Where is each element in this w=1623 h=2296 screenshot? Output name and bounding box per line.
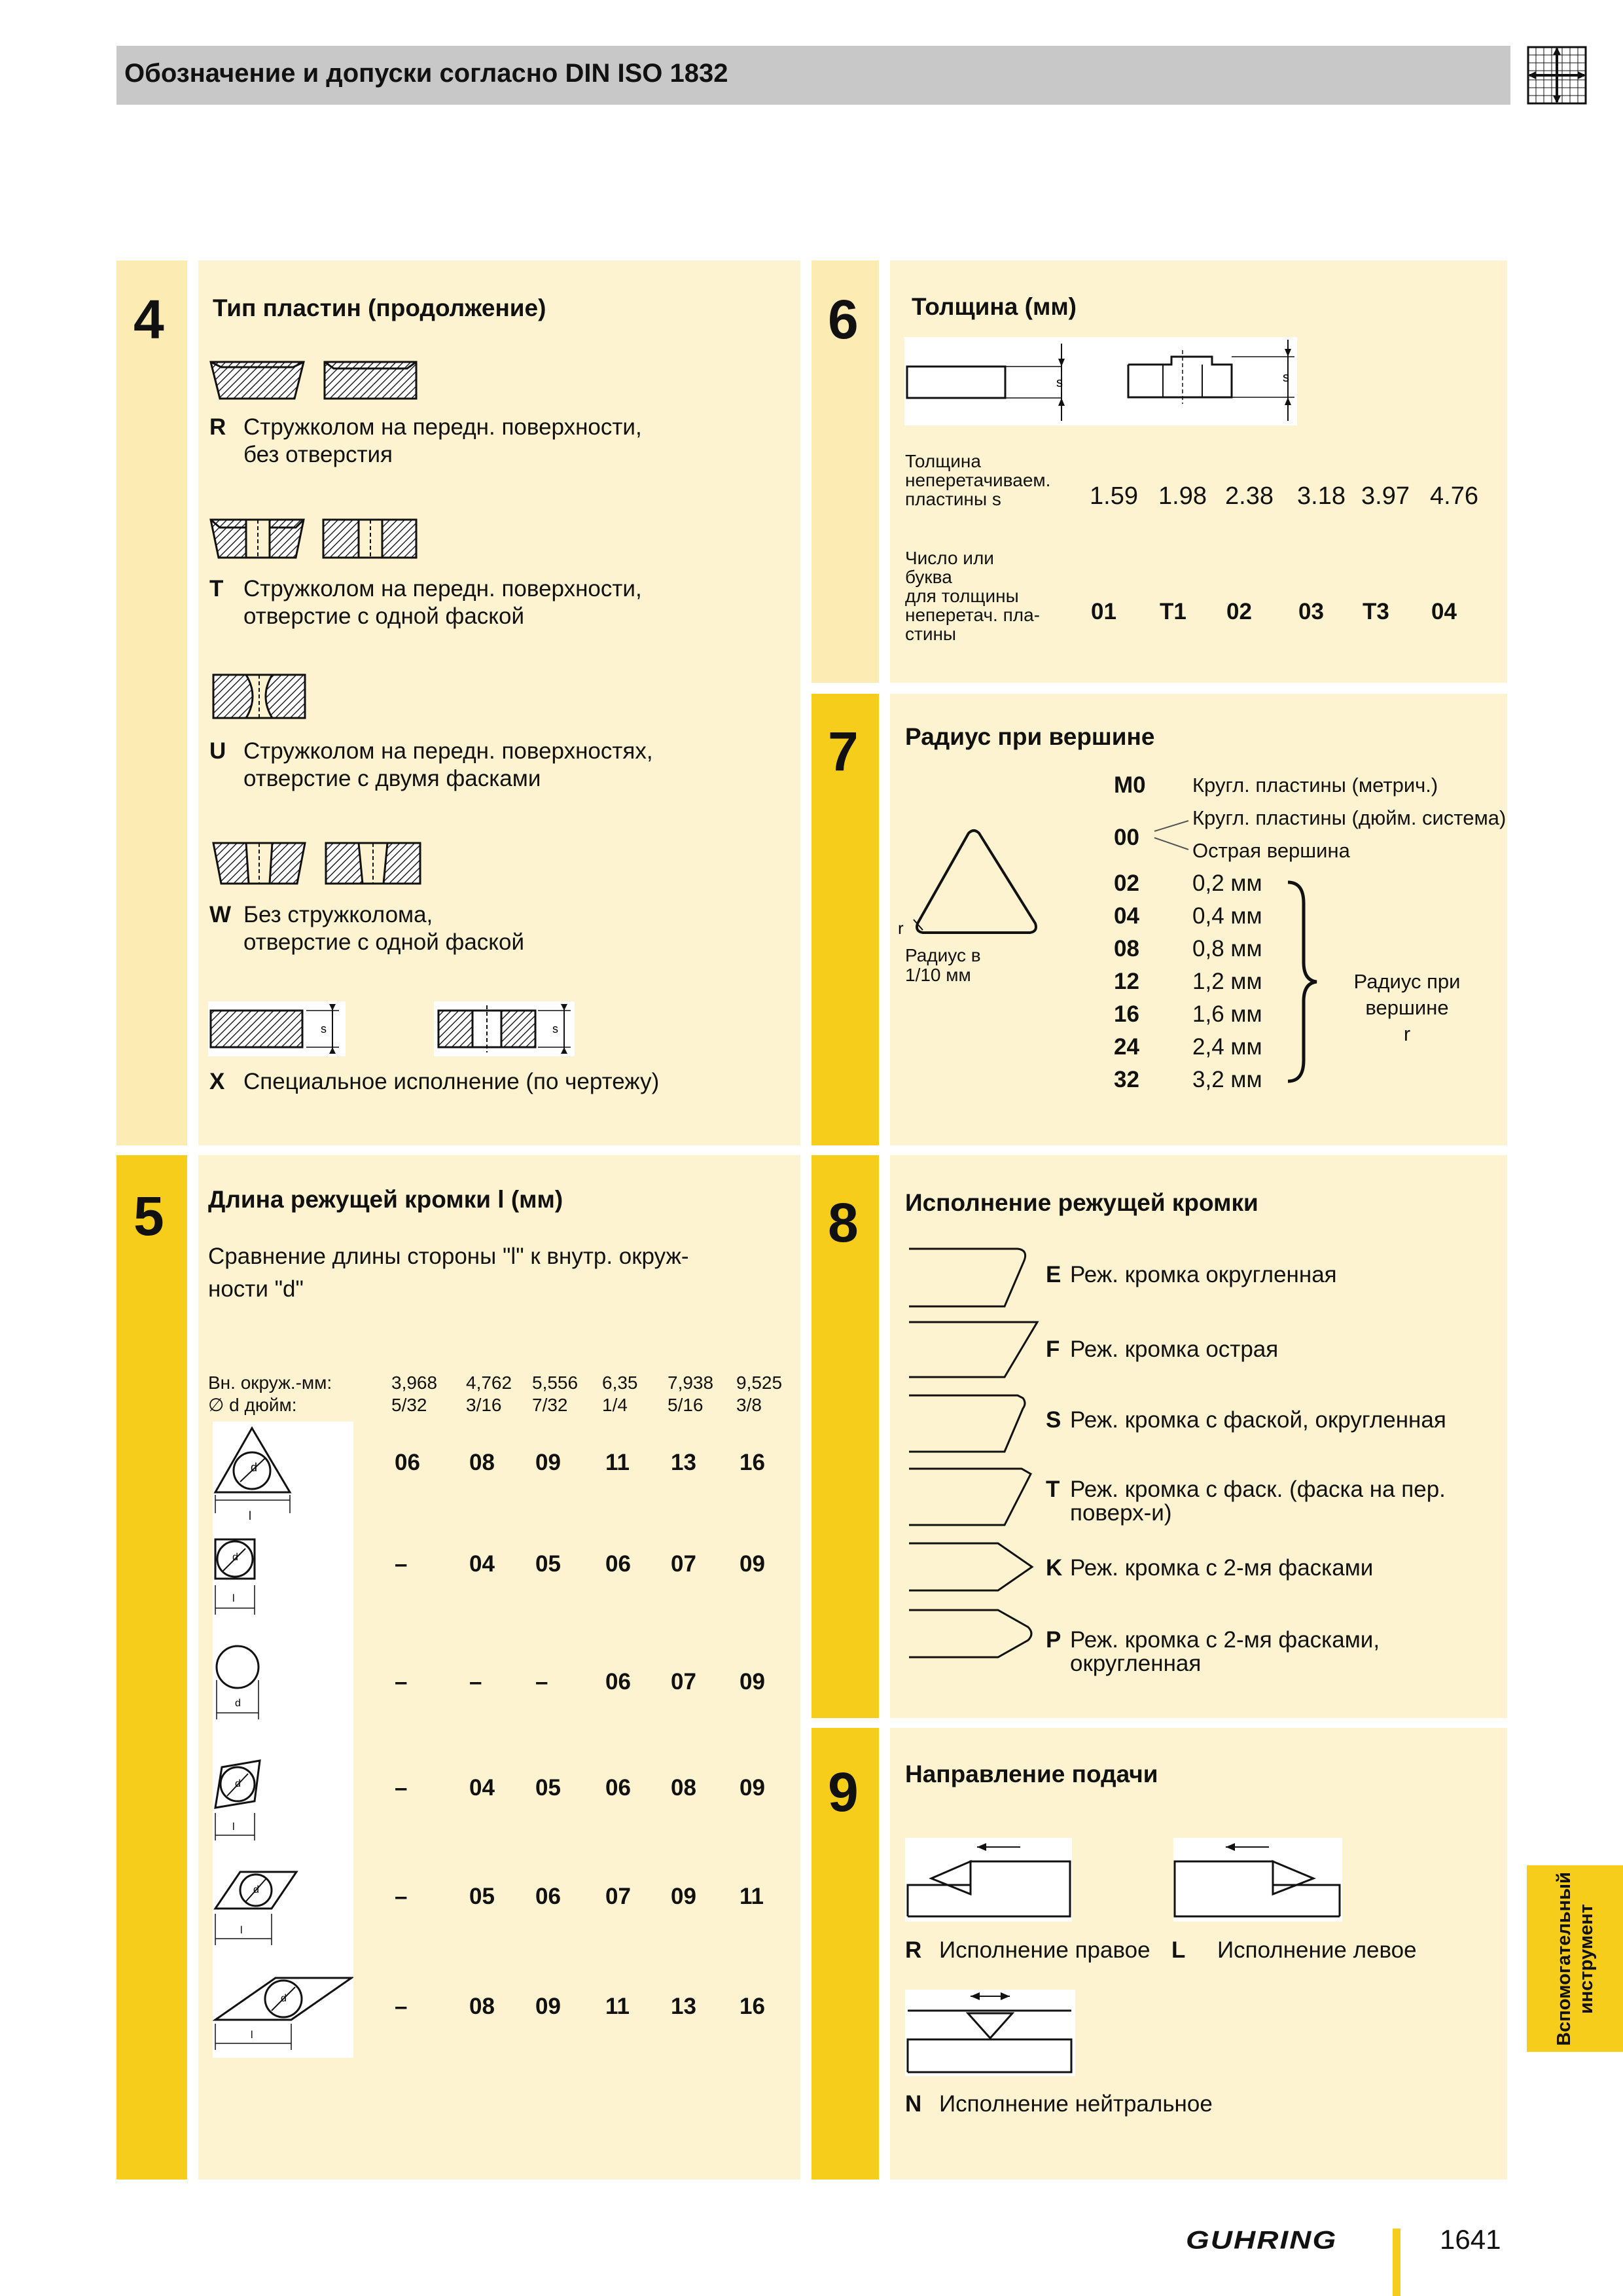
svg-text:d: d xyxy=(235,1778,241,1789)
radius-code-00: 00 xyxy=(1114,825,1139,850)
thickness-code-label-line: буква xyxy=(905,567,952,587)
size-mm-value: 9,525 xyxy=(736,1372,783,1393)
insert-type-code: W xyxy=(209,902,232,927)
insert-type-desc: Стружколом на передн. поверхностях, xyxy=(243,738,653,764)
section-5-description: Сравнение длины стороны "l" к внутр. окруж- xyxy=(208,1244,689,1269)
insert-type-code: T xyxy=(209,576,224,601)
insert-type-desc: Стружколом на передн. поверхности, xyxy=(243,576,642,601)
size-code-cell: 09 xyxy=(740,1775,765,1801)
size-code-cell: 04 xyxy=(469,1775,495,1801)
size-code-cell: 07 xyxy=(605,1884,631,1909)
size-inch-value: 5/16 xyxy=(668,1395,704,1415)
size-code-cell: 06 xyxy=(605,1669,631,1695)
feed-desc-l: Исполнение левое xyxy=(1217,1937,1417,1963)
thickness-label-line: неперетачиваем. xyxy=(905,470,1051,490)
svg-text:l: l xyxy=(232,1821,235,1833)
size-code-cell: – xyxy=(395,1551,408,1577)
feed-desc-n: Исполнение нейтральное xyxy=(939,2091,1213,2117)
cutting-edge-code: F xyxy=(1046,1336,1060,1362)
section-9-number: 9 xyxy=(828,1761,859,1823)
radius-value: 2,4 мм xyxy=(1192,1034,1262,1060)
cutting-edge-desc: Реж. кромка с фаск. (фаска на пер. xyxy=(1070,1477,1446,1502)
radius-code: 12 xyxy=(1114,969,1139,994)
square-insert-icon xyxy=(215,1539,255,1615)
svg-text:l: l xyxy=(251,2030,253,2041)
size-code-cell: 09 xyxy=(535,1994,561,2019)
radius-code: 24 xyxy=(1114,1034,1139,1060)
section-5-number-column xyxy=(116,1155,187,2179)
svg-text:d: d xyxy=(251,1461,258,1474)
svg-text:l: l xyxy=(232,1593,235,1604)
size-mm-value: 7,938 xyxy=(668,1372,714,1393)
cutting-edge-code: E xyxy=(1046,1262,1061,1287)
size-mm-value: 4,762 xyxy=(466,1372,512,1393)
section-6-title: Толщина (мм) xyxy=(912,293,1077,320)
radius-code: 08 xyxy=(1114,936,1139,961)
feed-code-r: R xyxy=(905,1937,922,1963)
radius-caption: Радиус в xyxy=(905,945,981,965)
section-9-title: Направление подачи xyxy=(905,1761,1158,1787)
thickness-value: 1.59 xyxy=(1090,482,1138,510)
cutting-edge-code: T xyxy=(1046,1477,1060,1502)
radius-value: 1,2 мм xyxy=(1192,969,1262,994)
insert-type-x-icon xyxy=(208,1001,575,1056)
cutting-edge-desc: Реж. кромка округленная xyxy=(1070,1262,1337,1287)
svg-text:s: s xyxy=(552,1022,558,1035)
corner-radius-triangle-icon xyxy=(897,821,1047,952)
radius-code: 32 xyxy=(1114,1067,1139,1092)
footer-divider xyxy=(1393,2229,1400,2296)
section-5-number: 5 xyxy=(134,1185,164,1247)
cutting-edge-desc: округленная xyxy=(1070,1651,1202,1676)
radius-value: 1,6 мм xyxy=(1192,1001,1262,1027)
size-code-cell: 06 xyxy=(605,1551,631,1577)
size-code-cell: 11 xyxy=(605,1994,630,2019)
size-code-cell: 06 xyxy=(395,1450,420,1475)
size-code-cell: 09 xyxy=(535,1450,561,1475)
size-code-cell: 07 xyxy=(671,1669,696,1695)
size-code-cell: 09 xyxy=(740,1551,765,1577)
size-code-cell: 16 xyxy=(740,1450,765,1475)
inscribed-circle-inch-label: ∅ d дюйм: xyxy=(208,1395,297,1415)
radius-desc-00-inch: Кругл. пластины (дюйм. система) xyxy=(1192,806,1507,829)
section-5-title: Длина режущей кромки l (мм) xyxy=(208,1186,563,1213)
size-code-cell: – xyxy=(535,1669,548,1695)
svg-text:l: l xyxy=(249,1509,251,1522)
insert-type-desc: Без стружколома, xyxy=(243,902,433,927)
thickness-value: 3.97 xyxy=(1361,482,1410,510)
svg-text:s: s xyxy=(1283,370,1289,385)
thickness-code-label-line: для толщины xyxy=(905,586,1019,606)
thickness-code-label-line: Число или xyxy=(905,548,994,568)
svg-text:r: r xyxy=(898,918,904,938)
size-code-cell: 05 xyxy=(535,1775,561,1801)
thickness-code-label-line: стины xyxy=(905,624,957,644)
insert-type-code: U xyxy=(209,738,226,764)
size-code-cell: 05 xyxy=(535,1551,561,1577)
thickness-code: T3 xyxy=(1363,599,1389,624)
cutting-edge-desc: Реж. кромка с фаской, округленная xyxy=(1070,1407,1446,1433)
size-code-cell: 13 xyxy=(671,1994,696,2019)
rhombus-80-insert-icon xyxy=(215,1761,260,1840)
radius-code-m0: M0 xyxy=(1114,772,1146,798)
size-mm-value: 5,556 xyxy=(532,1372,579,1393)
size-code-cell: 11 xyxy=(740,1884,764,1909)
size-inch-value: 7/32 xyxy=(532,1395,568,1415)
radius-code: 16 xyxy=(1114,1001,1139,1027)
section-7-number: 7 xyxy=(828,721,859,782)
size-code-cell: 07 xyxy=(671,1551,696,1577)
side-tab-label: Вспомогательный инструмент xyxy=(1553,1871,1597,2046)
section-7-title: Радиус при вершине xyxy=(905,723,1155,750)
insert-type-code: X xyxy=(209,1069,225,1094)
size-code-cell: 11 xyxy=(605,1450,630,1475)
size-inch-value: 5/32 xyxy=(391,1395,427,1415)
insert-type-desc: Специальное исполнение (по чертежу) xyxy=(243,1069,660,1094)
thickness-value: 3.18 xyxy=(1297,482,1346,510)
thickness-code: 03 xyxy=(1298,599,1324,624)
feed-direction-right-left-icon xyxy=(905,1838,1344,1922)
thickness-code: 01 xyxy=(1091,599,1116,624)
cutting-edge-code: K xyxy=(1046,1555,1063,1581)
cutting-edge-desc: Реж. кромка с 2-мя фасками xyxy=(1070,1555,1374,1581)
cutting-edge-icons xyxy=(906,1244,1044,1905)
size-code-cell: – xyxy=(395,1775,408,1801)
feed-direction-neutral-icon xyxy=(905,1990,1075,2076)
feed-code-n: N xyxy=(905,2091,922,2117)
radius-code: 02 xyxy=(1114,870,1139,896)
size-code-cell: 08 xyxy=(671,1775,696,1801)
insert-type-desc: Стружколом на передн. поверхности, xyxy=(243,414,642,440)
size-code-cell: 08 xyxy=(469,1450,495,1475)
brace-icon xyxy=(1283,877,1322,1086)
svg-text:d: d xyxy=(253,1884,259,1895)
brand-logo: GUHRING xyxy=(1186,2225,1338,2255)
section-8-number: 8 xyxy=(828,1192,859,1253)
size-code-cell: 09 xyxy=(740,1669,765,1695)
radius-value: 3,2 мм xyxy=(1192,1067,1262,1092)
svg-text:d: d xyxy=(232,1552,238,1563)
thickness-code: T1 xyxy=(1160,599,1186,624)
size-code-cell: – xyxy=(395,1884,408,1909)
inscribed-circle-mm-label: Вн. окруж.-мм: xyxy=(208,1372,332,1393)
radius-value: 0,2 мм xyxy=(1192,870,1262,896)
thickness-code: 04 xyxy=(1431,599,1457,624)
thickness-value: 2.38 xyxy=(1225,482,1274,510)
crosshair-grid-icon xyxy=(1527,46,1587,105)
size-mm-value: 3,968 xyxy=(391,1372,438,1393)
size-code-cell: 16 xyxy=(740,1994,765,2019)
cutting-edge-desc: Реж. кромка острая xyxy=(1070,1336,1279,1362)
section-4-number: 4 xyxy=(134,289,164,350)
cutting-edge-desc: Реж. кромка с 2-мя фасками, xyxy=(1070,1627,1380,1653)
rhombus-55-insert-icon xyxy=(215,1872,296,1945)
cutting-edge-code: S xyxy=(1046,1407,1061,1433)
section-8-title: Исполнение режущей кромки xyxy=(905,1189,1258,1216)
insert-type-w-icon xyxy=(211,839,427,888)
insert-type-desc: отверстие с одной фаской xyxy=(243,603,525,629)
radius-00-leader-lines xyxy=(1152,812,1191,857)
insert-type-code: R xyxy=(209,414,226,440)
insert-type-desc: без отверстия xyxy=(243,442,393,467)
size-code-cell: 06 xyxy=(535,1884,561,1909)
insert-type-desc: отверстие с одной фаской xyxy=(243,929,525,955)
insert-type-t-icon xyxy=(208,516,424,562)
cutting-edge-desc: поверх-и) xyxy=(1070,1500,1172,1526)
feed-code-l: L xyxy=(1171,1937,1186,1963)
page-number: 1641 xyxy=(1440,2224,1501,2255)
size-mm-value: 6,35 xyxy=(602,1372,638,1393)
cutting-edge-code: P xyxy=(1046,1627,1061,1653)
thickness-label-line: Толщина xyxy=(905,451,981,471)
size-code-cell: 06 xyxy=(605,1775,631,1801)
svg-text:s: s xyxy=(1056,376,1063,390)
insert-type-r-icon xyxy=(208,357,424,403)
radius-value: 0,4 мм xyxy=(1192,903,1262,929)
insert-shape-icons xyxy=(213,1422,353,2076)
section-5-description: ности "d" xyxy=(208,1276,304,1302)
radius-desc-00-sharp: Острая вершина xyxy=(1192,839,1350,862)
size-inch-value: 3/8 xyxy=(736,1395,762,1415)
size-code-cell: – xyxy=(395,1994,408,2019)
section-4-number-column xyxy=(116,260,187,1145)
thickness-code-label-line: неперетач. пла- xyxy=(905,605,1040,625)
svg-text:d: d xyxy=(281,1993,287,2004)
thickness-code: 02 xyxy=(1226,599,1252,624)
section-6-number: 6 xyxy=(828,289,859,350)
triangle-insert-icon xyxy=(215,1428,290,1522)
insert-type-desc: отверстие с двумя фасками xyxy=(243,766,541,791)
thickness-value: 4.76 xyxy=(1430,482,1478,510)
thickness-label-line: пластины s xyxy=(905,489,1001,509)
size-inch-value: 3/16 xyxy=(466,1395,502,1415)
size-code-cell: 05 xyxy=(469,1884,495,1909)
radius-value: 0,8 мм xyxy=(1192,936,1262,961)
feed-desc-r: Исполнение правое xyxy=(939,1937,1150,1963)
radius-caption: 1/10 мм xyxy=(905,965,971,985)
thickness-diagram xyxy=(904,337,1297,425)
section-4-title: Тип пластин (продолжение) xyxy=(213,295,546,321)
size-code-cell: – xyxy=(469,1669,482,1695)
size-inch-value: 1/4 xyxy=(602,1395,628,1415)
size-code-cell: 08 xyxy=(469,1994,495,2019)
size-code-cell: – xyxy=(395,1669,408,1695)
radius-code: 04 xyxy=(1114,903,1139,929)
thickness-value: 1.98 xyxy=(1158,482,1207,510)
insert-type-u-icon xyxy=(211,671,309,722)
brace-label: Радиус при вершине r xyxy=(1353,970,1461,1045)
svg-text:l: l xyxy=(240,1925,243,1936)
svg-text:d: d xyxy=(235,1698,241,1709)
radius-desc-m0: Кругл. пластины (метрич.) xyxy=(1192,774,1438,797)
size-code-cell: 09 xyxy=(671,1884,696,1909)
size-code-cell: 13 xyxy=(671,1450,696,1475)
rhombus-35-insert-icon xyxy=(215,1978,351,2050)
round-insert-icon xyxy=(217,1646,259,1719)
page-title: Обозначение и допуски согласно DIN ISO 1832 xyxy=(124,59,728,88)
svg-text:s: s xyxy=(321,1022,327,1035)
size-code-cell: 04 xyxy=(469,1551,495,1577)
